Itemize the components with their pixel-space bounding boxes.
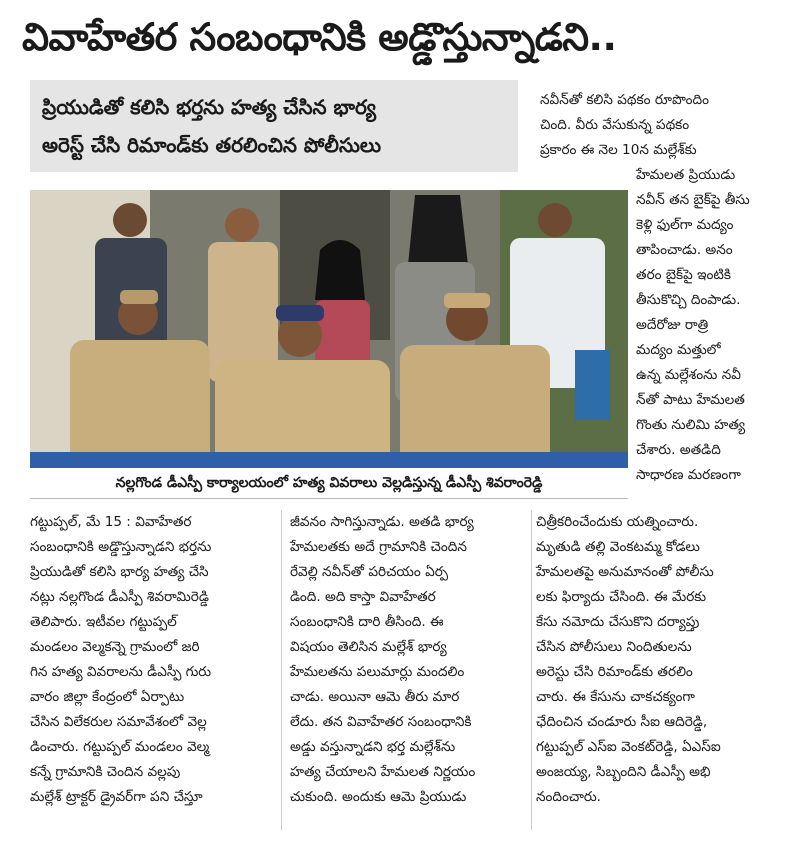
column-a <box>30 510 272 810</box>
text-line: కేసు నమోదు చేసుకొని దర్యాప్తు <box>536 614 700 630</box>
text-line: రేవెల్లి నవీన్‌తో పరిచయం ఏర్ప <box>290 564 449 580</box>
text-line: గట్టుప్పల్, మే 15 : వివాహేతర <box>30 514 192 530</box>
text-line: లేదు. తన వివాహేతర సంబంధానికి <box>290 714 472 730</box>
text-line: హేమలతపై అనుమానంతో పోలీసు <box>536 564 714 580</box>
text-line: మండలం వెల్మకన్నె గ్రామంలో జరి <box>30 639 200 655</box>
text-line: చారు. ఈ కేసును చాకచక్యంగా <box>536 689 695 705</box>
text-line: డింది. అది కాస్తా వివాహేతర <box>290 589 436 605</box>
column-c <box>536 510 786 810</box>
news-photo <box>30 190 628 468</box>
deck-line: అరెస్ట్ చేసి రిమాండ్‌కు తరలించిన పోలీసులు <box>42 133 382 157</box>
text-line: అంజయ్య, సిబ్బందిని డీఎస్పీ అభి <box>536 764 711 780</box>
deck-box <box>30 80 518 172</box>
text-line: వారం జిల్లా కేంద్రంలో ఏర్పాటు <box>30 689 185 705</box>
text-line: అడ్డు వస్తున్నాడని భర్త మల్లేశ్‌ను <box>290 739 456 755</box>
text-line: జీవనం సాగిస్తున్నాడు. అతడి భార్య <box>290 514 474 530</box>
text-line: గిన హత్య వివరాలను డీఎస్పీ గురు <box>30 664 212 680</box>
text-line: విషయం తెలిసిన మల్లేశ్ భార్య <box>290 639 447 655</box>
text-line: కన్నే గ్రామానికి చెందిన వల్లపు <box>30 764 181 780</box>
column-divider <box>531 510 532 830</box>
text-line: గట్టుప్పల్ ఎస్ఐ వెంకట్‌రెడ్డి, ఏఎస్ఐ <box>536 739 721 755</box>
text-line: నవీన్‌తో కలిసి పథకం రూపొందిం <box>540 92 710 108</box>
text-line: నందించారు. <box>536 789 602 805</box>
text-line: ఉన్న మల్లేశంను నవీ <box>636 367 741 383</box>
text-line: తరం బైక్‌పై ఇంటికి <box>636 267 731 283</box>
text-line: అరెస్టు చేసి రిమాండ్‌కు తరలిం <box>536 664 693 680</box>
text-line: హేమలత ప్రియుడు <box>636 167 736 183</box>
text-line: మృతుడి తల్లి వెంకటమ్మ కోడలు <box>536 539 700 555</box>
text-line: హేమలతను పలుమార్లు మందలిం <box>290 664 465 680</box>
text-line: చాడు. అయినా ఆమె తీరు మార <box>290 689 460 705</box>
text-line: చుకుంది. అందుకు ఆమె ప్రియుడు <box>290 789 467 805</box>
text-line: డించారు. గట్టుప్పల్ మండలం వెల్మ <box>30 739 210 755</box>
text-line: నట్లు నల్లగొండ డీఎస్పీ శివరామిరెడ్డి <box>30 589 209 605</box>
text-line: ప్రియుడితో కలిసి భార్య హత్య చేసి <box>30 564 209 580</box>
text-line: సంబంధానికి అడ్డొస్తున్నాడని భర్తను <box>30 539 212 555</box>
press-conference-photo <box>30 190 628 468</box>
text-line: ఛేదించిన చండూరు సీఐ ఆదిరెడ్డి, <box>536 714 708 730</box>
text-line: హత్య చేయాలని హేమలత నిర్ణయం <box>290 764 476 780</box>
text-line: చింది. వీరు వేసుకున్న పథకం <box>540 117 690 133</box>
text-line: అదేరోజు రాత్రి <box>636 317 709 333</box>
text-line: చేసిన విలేకరుల సమావేశంలో వెల్ల <box>30 714 207 730</box>
text-line: మల్లేశ్ ట్రాక్టర్ డ్రైవర్‌గా పని చేస్తూ <box>30 789 203 805</box>
text-line: ప్రకారం ఈ నెల 10న మల్లేశ్‌కు <box>540 142 697 158</box>
text-line: మద్యం మత్తులో <box>636 342 721 358</box>
text-line: హేమలతకు అదే గ్రామానికి చెందిన <box>290 539 467 555</box>
headline: వివాహేతర సంబంధానికి అడ్డొస్తున్నాడని.. <box>22 15 617 59</box>
text-line: సంబంధానికి దారి తీసింది. ఈ <box>290 614 444 630</box>
text-line: చేసిన పోలీసులు నిందితులను <box>536 639 692 655</box>
photo-caption: నల్లగొండ డీఎస్పీ కార్యాలయంలో హత్య వివరాలు వెల్లడిస్తున్న డీఎస్పీ శివరాంరెడ్డి <box>30 468 628 499</box>
text-line: తీసుకొచ్చి దింపాడు. <box>636 292 741 308</box>
text-line: కెళ్లి ఫుల్‌గా మద్యం <box>636 217 734 233</box>
text-line: సాధారణ మరణంగా <box>636 467 741 483</box>
text-line: లకు ఫిర్యాదు చేసింది. ఈ మేరకు <box>536 589 707 605</box>
text-line: చిత్రీకరించేందుకు యత్నించారు. <box>536 514 699 530</box>
column-b <box>290 510 530 810</box>
column-divider <box>281 510 282 830</box>
text-line: నవీన్ తన బైక్‌పై తీసు <box>636 192 750 208</box>
text-line: న్‌తో పాటు హేమలత <box>636 392 745 408</box>
text-line: చేశారు. అతడిది <box>636 442 721 458</box>
text-line: తెలిపారు. ఇటీవల గట్టుప్పల్ <box>30 614 177 630</box>
deck-line: ప్రియుడితో కలిసి భర్తను హత్య చేసిన భార్య <box>42 95 376 119</box>
text-line: తాపించాడు. అనం <box>636 242 733 258</box>
text-line: గొంతు నులిమి హత్య <box>636 417 746 433</box>
